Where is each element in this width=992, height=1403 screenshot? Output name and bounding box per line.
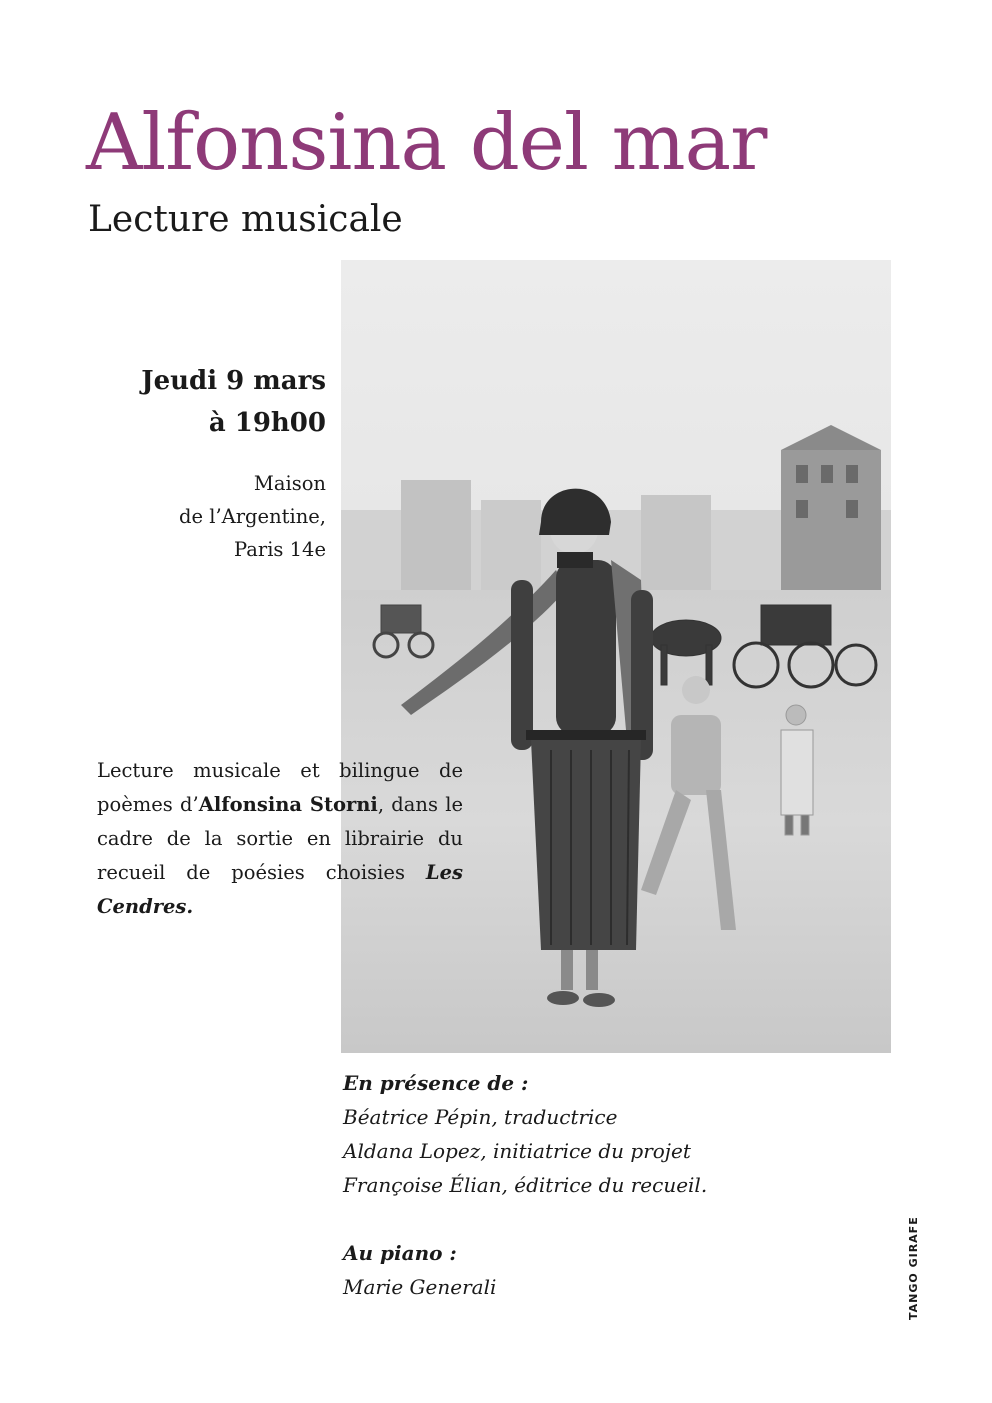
poster-subtitle: Lecture musicale — [88, 199, 403, 240]
venue-line-3: Paris 14e — [234, 538, 326, 561]
description-text-2: , dans le cadre de la sortie en librairie du recueil de poésies choisies — [97, 793, 463, 884]
credit-person-3: Françoise Élian, éditrice du recueil. — [343, 1173, 708, 1197]
pianist-name: Marie Generali — [343, 1275, 497, 1299]
description-text-1: Lecture musicale et bilingue de poèmes d’ — [97, 759, 463, 816]
event-venue — [179, 467, 326, 566]
credit-person-2: Aldana Lopez, initiatrice du projet — [343, 1139, 691, 1163]
poster-title: Alfonsina del mar — [86, 98, 767, 188]
date-time: à 19h00 — [208, 408, 326, 438]
piano-heading: Au piano : — [343, 1241, 457, 1265]
credits-spacer — [343, 1202, 707, 1236]
vintage-photo — [341, 260, 891, 1053]
credit-person-1: Béatrice Pépin, traductrice — [343, 1105, 618, 1129]
event-description — [97, 754, 463, 924]
venue-line-2: de l’Argentine, — [178, 505, 326, 528]
date-day: Jeudi 9 mars — [141, 366, 326, 396]
credits — [343, 1066, 707, 1304]
book-title: Les Cendres. — [97, 861, 463, 918]
brand-mark: TANGO GIRAFE — [907, 1216, 920, 1320]
event-date — [141, 360, 326, 444]
photo-illustration — [341, 260, 891, 1053]
venue-line-1: Maison — [253, 472, 326, 495]
presence-heading: En présence de : — [343, 1071, 529, 1095]
author-name: Alfonsina Storni — [198, 793, 378, 816]
